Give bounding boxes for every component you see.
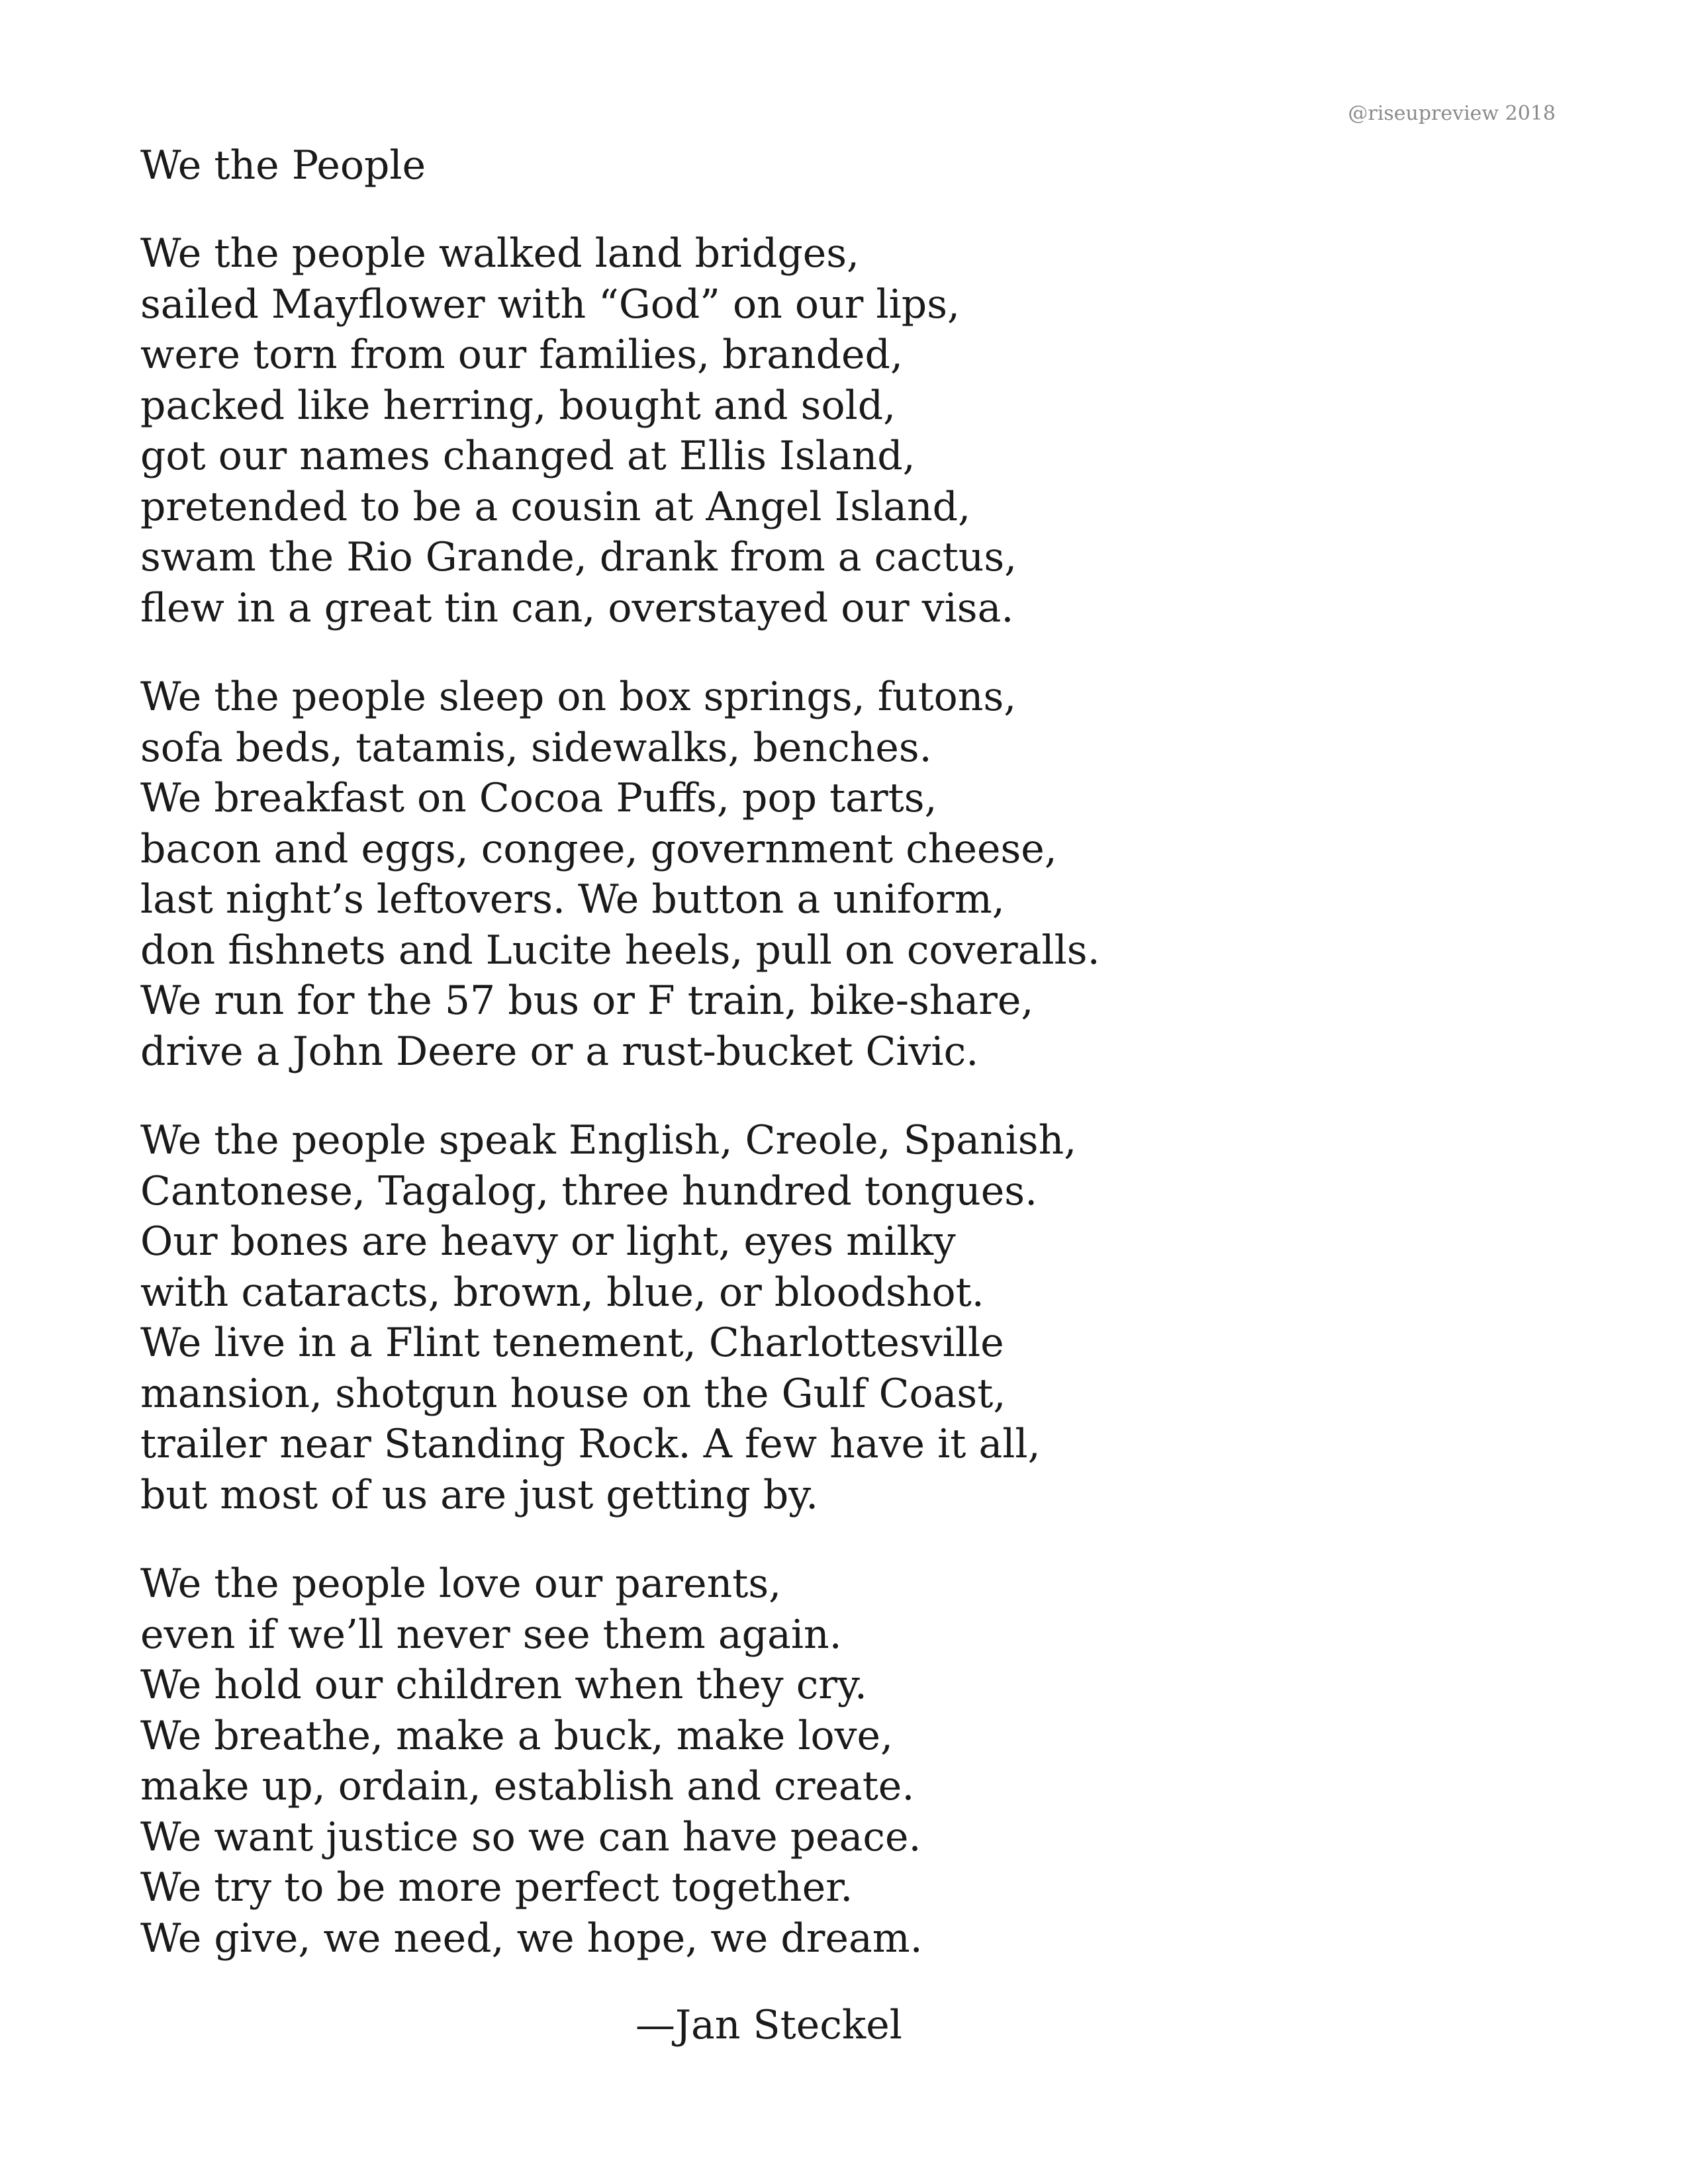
poem-line: We give, we need, we hope, we dream. [140, 1915, 923, 1962]
poem-line: sailed Mayflower with “God” on our lips, [140, 281, 961, 328]
poem-line: pretended to be a cousin at Angel Island, [140, 483, 971, 530]
poem-line: drive a John Deere or a rust-bucket Civic. [140, 1028, 979, 1075]
poem-line: Cantonese, Tagalog, three hundred tongues. [140, 1167, 1038, 1214]
poem-line: Our bones are heavy or light, eyes milky [140, 1218, 956, 1265]
stanza-1 [140, 228, 1017, 633]
poem-line: We the people walked land bridges, [140, 230, 860, 277]
poem-line: We try to be more perfect together. [140, 1864, 853, 1911]
poem-line: We the people speak English, Creole, Spanish, [140, 1117, 1077, 1163]
stanza-4 [140, 1559, 923, 1964]
poem-line: We run for the 57 bus or F train, bike-share, [140, 978, 1034, 1024]
poem-line: We hold our children when they cry. [140, 1662, 867, 1708]
poem-line: flew in a great tin can, overstayed our visa. [140, 584, 1014, 631]
poem-line: even if we’ll never see them again. [140, 1611, 842, 1658]
poem-line: We live in a Flint tenement, Charlottesville [140, 1320, 1004, 1366]
poem-line: were torn from our families, branded, [140, 332, 904, 378]
poem-title: We the People [140, 142, 426, 189]
poem-line: We breathe, make a buck, make love, [140, 1712, 894, 1759]
poem-line: bacon and eggs, congee, government cheese, [140, 825, 1057, 872]
poem-line: trailer near Standing Rock. A few have it all, [140, 1421, 1041, 1467]
stanza-3 [140, 1115, 1076, 1520]
stanza-2 [140, 672, 1100, 1077]
poem-line: sofa beds, tatamis, sidewalks, benches. [140, 724, 932, 771]
poem-line: with cataracts, brown, blue, or bloodshot. [140, 1269, 984, 1316]
poem-line: We breakfast on Cocoa Puffs, pop tarts, [140, 775, 937, 821]
poem-line: last night’s leftovers. We button a uniform, [140, 876, 1005, 923]
poem-line: We want justice so we can have peace. [140, 1813, 921, 1860]
poem-line: make up, ordain, establish and create. [140, 1763, 915, 1809]
poem-line: but most of us are just getting by. [140, 1471, 819, 1518]
poem-line: don fishnets and Lucite heels, pull on coveralls. [140, 927, 1100, 974]
poem-line: mansion, shotgun house on the Gulf Coast, [140, 1370, 1006, 1417]
poem-line: swam the Rio Grande, drank from a cactus, [140, 534, 1017, 580]
poem-line: packed like herring, bought and sold, [140, 382, 896, 429]
copyright-notice: @riseupreview 2018 [1348, 102, 1556, 125]
author-signature: —Jan Steckel [635, 2002, 902, 2048]
poem-line: We the people sleep on box springs, futons, [140, 674, 1017, 720]
poem-line: got our names changed at Ellis Island, [140, 433, 915, 479]
poem-line: We the people love our parents, [140, 1561, 782, 1607]
